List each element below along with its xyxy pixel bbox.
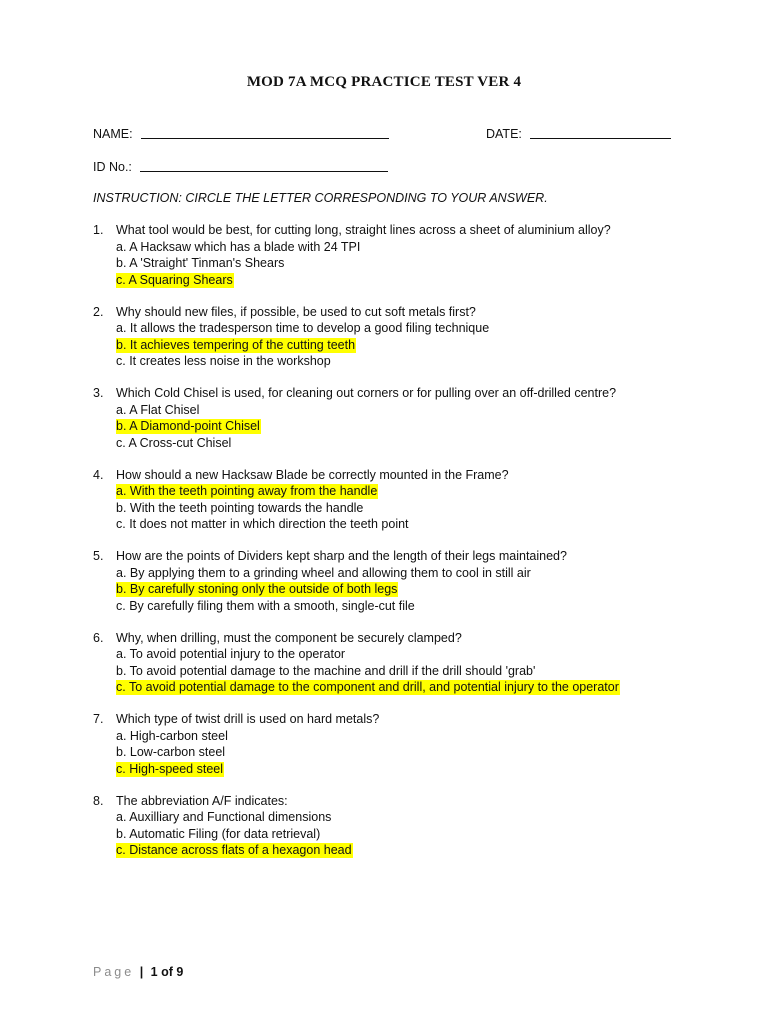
answer-option-text: a. By applying them to a grinding wheel and allowing them to cool in still air — [116, 565, 531, 580]
id-field — [93, 160, 388, 174]
answer-option-text: a. A Hacksaw which has a blade with 24 TPI — [116, 239, 361, 254]
answer-option-text: b. With the teeth pointing towards the handle — [116, 500, 364, 515]
answer-option[interactable] — [116, 320, 713, 337]
question-text: What tool would be best, for cutting long, straight lines across a sheet of aluminium alloy? — [116, 223, 611, 237]
answer-option[interactable] — [116, 255, 713, 272]
answer-option-text: b. To avoid potential damage to the machine and drill if the drill should 'grab' — [116, 663, 536, 678]
question-item — [93, 630, 713, 696]
answer-option-text: c. Distance across flats of a hexagon head — [116, 843, 352, 857]
answer-option[interactable] — [116, 435, 713, 452]
question-stem — [93, 630, 713, 647]
answer-option-text: c. High-speed steel — [116, 761, 224, 776]
answer-option-text: a. Auxilliary and Functional dimensions — [116, 810, 332, 824]
name-blank-line — [141, 137, 389, 139]
question-stem — [93, 385, 713, 402]
answer-option-highlighted[interactable] — [116, 679, 713, 696]
answer-option-text: b. A Diamond-point Chisel — [116, 419, 260, 433]
footer-page-word: Page — [93, 965, 135, 979]
answer-option-text: c. A Cross-cut Chisel — [116, 435, 232, 450]
id-label: ID No.: — [93, 160, 132, 174]
answer-option-text: b. By carefully stoning only the outside of both legs — [116, 582, 398, 596]
answer-option[interactable] — [116, 826, 713, 843]
answer-option-highlighted[interactable] — [116, 337, 713, 354]
page-footer — [93, 965, 183, 979]
question-item — [93, 711, 713, 777]
question-stem — [93, 548, 713, 565]
answer-option[interactable] — [116, 565, 713, 582]
answer-option-text: b. Automatic Filing (for data retrieval) — [116, 826, 321, 841]
id-blank-line — [140, 170, 388, 172]
question-item — [93, 467, 713, 533]
question-stem — [93, 711, 713, 728]
date-label: DATE: — [486, 127, 522, 141]
answer-option[interactable] — [116, 516, 713, 533]
question-text: Why should new files, if possible, be used to cut soft metals first? — [116, 304, 476, 319]
answer-option-text: b. It achieves tempering of the cutting teeth — [116, 337, 356, 352]
answer-option-highlighted[interactable] — [116, 581, 713, 598]
footer-page-number: 1 of 9 — [150, 965, 184, 979]
answer-option-text: a. High-carbon steel — [116, 728, 228, 743]
question-stem — [93, 222, 713, 239]
question-item — [93, 304, 713, 370]
answer-option[interactable] — [116, 402, 713, 419]
answer-option[interactable] — [116, 598, 713, 615]
question-item — [93, 548, 713, 614]
question-text: How are the points of Dividers kept sharp and the length of their legs maintained? — [116, 549, 567, 563]
answer-option[interactable] — [116, 809, 713, 826]
name-field — [93, 127, 389, 141]
answer-option-text: a. A Flat Chisel — [116, 402, 200, 417]
question-number: 8. — [93, 793, 104, 808]
question-stem — [93, 467, 713, 484]
question-text: Why, when drilling, must the component be securely clamped? — [116, 630, 462, 645]
question-text: The abbreviation A/F indicates: — [116, 793, 288, 808]
answer-option-highlighted[interactable] — [116, 272, 713, 289]
answer-option[interactable] — [116, 353, 713, 370]
answer-option[interactable] — [116, 728, 713, 745]
answer-option-text: c. It does not matter in which direction the teeth point — [116, 517, 409, 531]
question-number: 7. — [93, 712, 104, 726]
question-number: 4. — [93, 467, 104, 482]
answer-option-text: b. A 'Straight' Tinman's Shears — [116, 256, 285, 270]
question-number: 3. — [93, 386, 104, 400]
answer-option-highlighted[interactable] — [116, 761, 713, 778]
question-item — [93, 385, 713, 451]
answer-option-text: c. A Squaring Shears — [116, 272, 233, 287]
answer-option[interactable] — [116, 239, 713, 256]
question-text: Which Cold Chisel is used, for cleaning out corners or for pulling over an off-drilled centre? — [116, 386, 617, 400]
question-stem — [93, 304, 713, 321]
answer-option[interactable] — [116, 500, 713, 517]
footer-separator: | — [139, 965, 144, 979]
question-list — [93, 222, 713, 874]
answer-option-text: c. By carefully filing them with a smooth, single-cut file — [116, 598, 415, 613]
answer-option-text: c. To avoid potential damage to the component and drill, and potential injury to the operator — [116, 680, 619, 694]
question-item — [93, 793, 713, 859]
answer-option-text: a. To avoid potential injury to the operator — [116, 647, 346, 661]
answer-option-text: c. It creates less noise in the workshop — [116, 354, 331, 368]
question-text: Which type of twist drill is used on hard metals? — [116, 712, 380, 726]
date-field — [486, 127, 671, 141]
question-number: 5. — [93, 549, 104, 563]
answer-option-highlighted[interactable] — [116, 842, 713, 859]
question-number: 2. — [93, 304, 104, 319]
name-label: NAME: — [93, 127, 133, 141]
date-blank-line — [530, 137, 671, 139]
page-title: MOD 7A MCQ PRACTICE TEST VER 4 — [246, 74, 522, 90]
question-item — [93, 222, 713, 288]
answer-option-text: b. Low-carbon steel — [116, 745, 226, 759]
answer-option[interactable] — [116, 744, 713, 761]
question-stem — [93, 793, 713, 810]
question-number: 1. — [93, 223, 104, 237]
answer-option-text: a. It allows the tradesperson time to develop a good filing technique — [116, 321, 490, 335]
question-text: How should a new Hacksaw Blade be correctly mounted in the Frame? — [116, 467, 509, 482]
answer-option-text: a. With the teeth pointing away from the handle — [116, 484, 378, 498]
answer-option[interactable] — [116, 646, 713, 663]
instruction-text: INSTRUCTION: CIRCLE THE LETTER CORRESPONDING TO YOUR ANSWER. — [93, 191, 548, 205]
answer-option-highlighted[interactable] — [116, 418, 713, 435]
question-number: 6. — [93, 630, 104, 645]
answer-option[interactable] — [116, 663, 713, 680]
answer-option-highlighted[interactable] — [116, 483, 713, 500]
